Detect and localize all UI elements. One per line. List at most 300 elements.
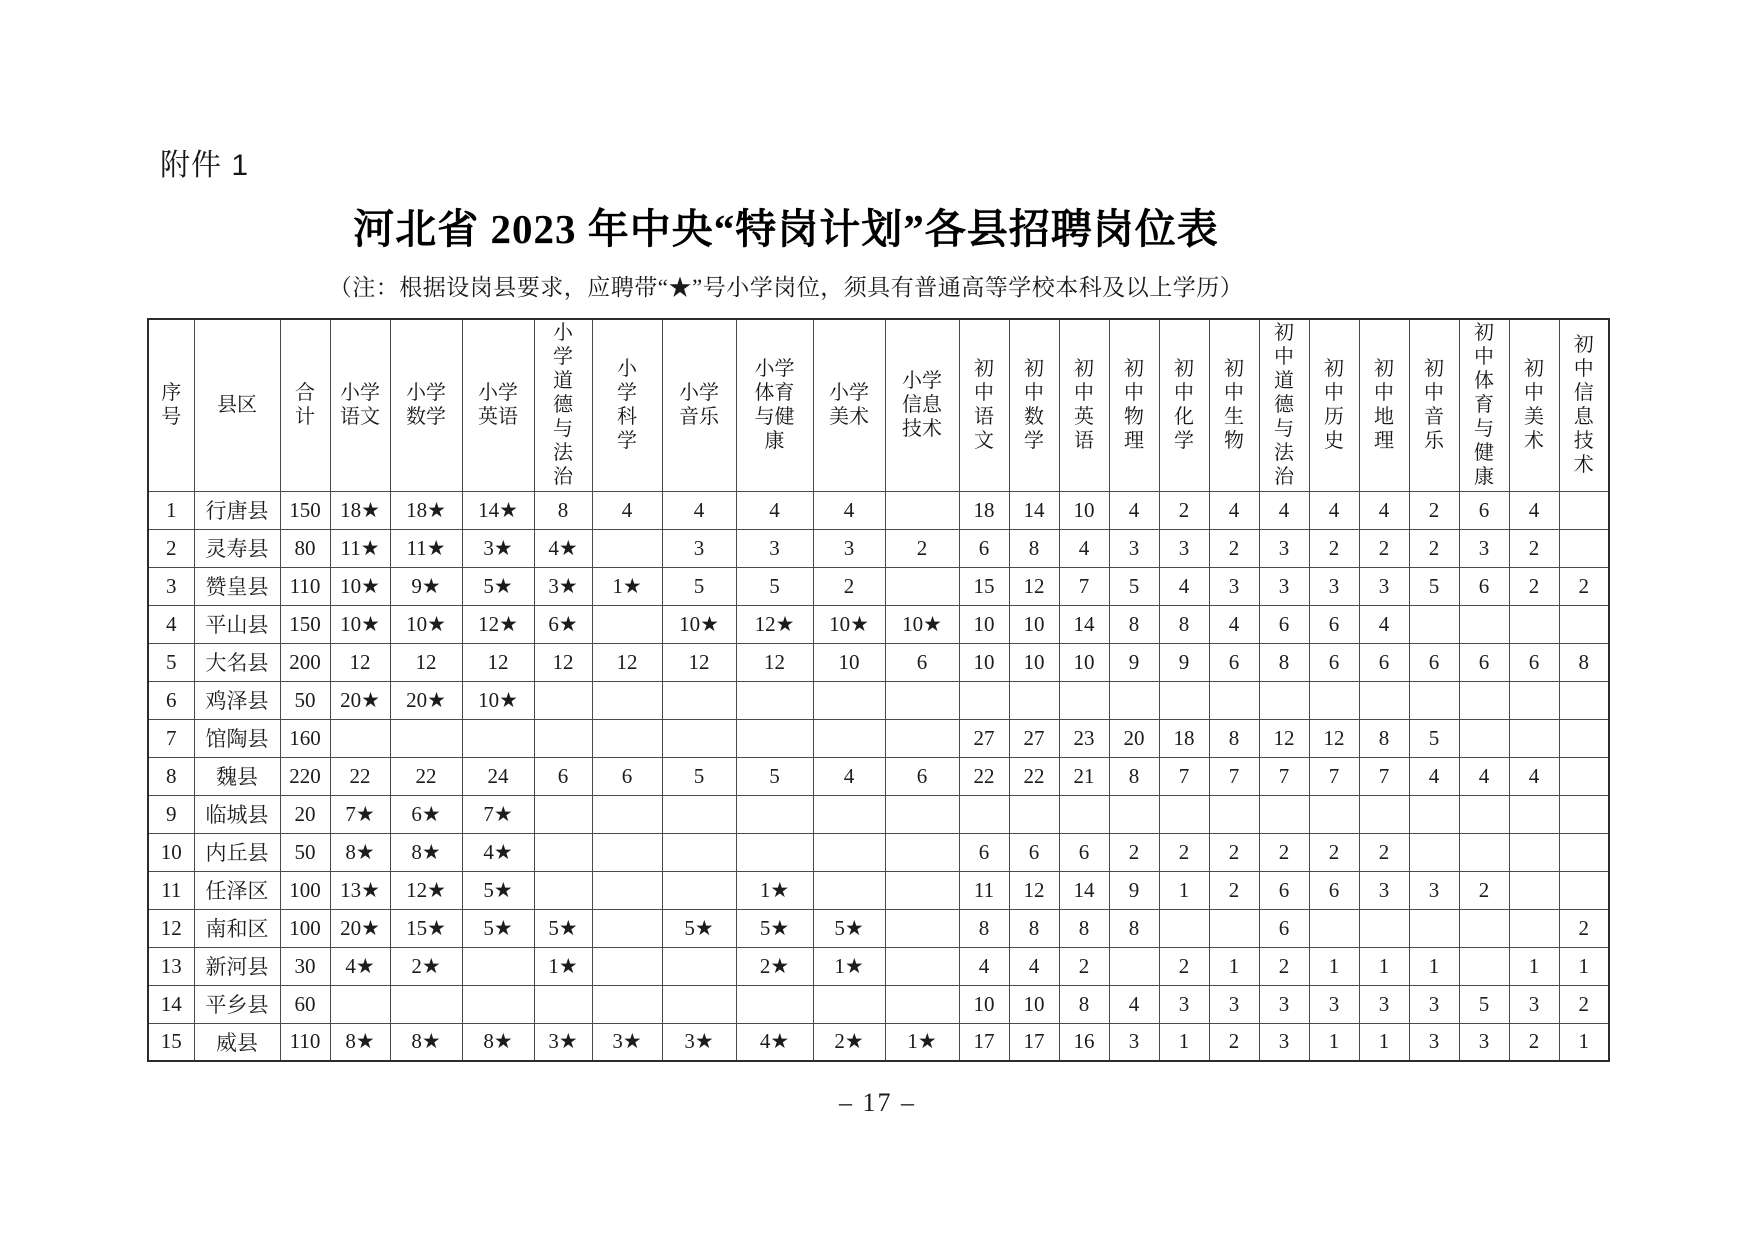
table-cell: 4: [813, 757, 885, 795]
table-cell: [1559, 719, 1609, 757]
table-cell: 3: [736, 529, 813, 567]
table-cell: 10: [959, 643, 1009, 681]
table-cell: [1509, 681, 1559, 719]
table-cell: 12: [148, 909, 194, 947]
table-cell: 8★: [390, 833, 462, 871]
table-cell: 1: [1559, 947, 1609, 985]
table-cell: [534, 719, 592, 757]
table-cell: [885, 909, 959, 947]
table-cell: [813, 719, 885, 757]
table-cell: 10: [1059, 491, 1109, 529]
table-cell: 2: [1559, 567, 1609, 605]
table-cell: 3: [1109, 1023, 1159, 1061]
table-cell: 8: [1559, 643, 1609, 681]
table-cell: 1★: [885, 1023, 959, 1061]
table-cell: 3★: [534, 1023, 592, 1061]
table-cell: 80: [280, 529, 330, 567]
table-cell: 2: [1159, 947, 1209, 985]
table-cell: 4: [1109, 491, 1159, 529]
table-cell: 8: [1109, 909, 1159, 947]
table-cell: 8★: [330, 833, 390, 871]
table-note: （注：根据设岗县要求，应聘带“★”号小学岗位，须具有普通高等学校本科及以上学历）: [328, 275, 1244, 300]
table-cell: 3: [1109, 529, 1159, 567]
table-cell: 13★: [330, 871, 390, 909]
table-cell: 3: [1409, 1023, 1459, 1061]
table-cell: [534, 871, 592, 909]
table-cell: [592, 947, 662, 985]
table-cell: 14: [1059, 605, 1109, 643]
table-cell: 6: [1209, 643, 1259, 681]
table-cell: 3: [1459, 1023, 1509, 1061]
table-cell: [1209, 681, 1259, 719]
table-cell: [1409, 909, 1459, 947]
table-cell: 18: [1159, 719, 1209, 757]
table-cell: 17: [1009, 1023, 1059, 1061]
table-cell: [1109, 681, 1159, 719]
table-cell: 6: [1359, 643, 1409, 681]
header-block: [0, 0, 1572, 302]
table-cell: [462, 947, 534, 985]
table-cell: 9: [1109, 643, 1159, 681]
table-cell: 15: [148, 1023, 194, 1061]
table-cell: 12: [592, 643, 662, 681]
table-cell: 2: [1359, 833, 1409, 871]
col-junior-morality-law: 初中道德与法治: [1259, 319, 1309, 491]
table-cell: 10★: [462, 681, 534, 719]
table-cell: 12: [1009, 871, 1059, 909]
table-cell: 6: [592, 757, 662, 795]
table-cell: 3: [1409, 871, 1459, 909]
table-cell: 20★: [390, 681, 462, 719]
table-cell: 4: [148, 605, 194, 643]
table-cell: 1: [1359, 947, 1409, 985]
table-cell: [662, 719, 736, 757]
table-cell: 10: [1009, 985, 1059, 1023]
table-cell: [1209, 795, 1259, 833]
table-cell: 2: [1209, 1023, 1259, 1061]
table-cell: 3: [1259, 985, 1309, 1023]
table-cell: [736, 985, 813, 1023]
table-cell: [813, 985, 885, 1023]
table-cell: 5★: [534, 909, 592, 947]
col-primary-math: 小学数学: [390, 319, 462, 491]
table-cell: 7: [1259, 757, 1309, 795]
table-cell: 4: [662, 491, 736, 529]
table-row: [148, 491, 1609, 529]
table-cell: [885, 567, 959, 605]
table-cell: [1359, 909, 1409, 947]
table-cell: [1309, 681, 1359, 719]
col-primary-pe-health: 小学体育与健康: [736, 319, 813, 491]
table-cell: 20★: [330, 681, 390, 719]
table-cell: 10★: [885, 605, 959, 643]
table-cell: 24: [462, 757, 534, 795]
table-cell: 1: [1359, 1023, 1409, 1061]
table-cell: 10: [1059, 643, 1109, 681]
table-cell: 6: [1459, 491, 1509, 529]
table-cell: 2: [1509, 529, 1559, 567]
table-cell: 14: [1059, 871, 1109, 909]
col-junior-physics: 初中物理: [1109, 319, 1159, 491]
table-cell: 12★: [390, 871, 462, 909]
table-cell: 2: [1159, 491, 1209, 529]
table-cell: [1259, 681, 1309, 719]
table-cell: 3: [1209, 985, 1259, 1023]
table-cell: 150: [280, 605, 330, 643]
table-cell: [662, 871, 736, 909]
table-cell: [959, 795, 1009, 833]
table-cell: [592, 681, 662, 719]
table-cell: 8★: [390, 1023, 462, 1061]
table-cell: 2: [1259, 833, 1309, 871]
col-junior-chinese: 初中语文: [959, 319, 1009, 491]
table-cell: 3★: [662, 1023, 736, 1061]
county-cell: 内丘县: [194, 833, 280, 871]
table-cell: 200: [280, 643, 330, 681]
table-cell: 30: [280, 947, 330, 985]
county-cell: 行唐县: [194, 491, 280, 529]
table-cell: 9: [148, 795, 194, 833]
col-primary-science: 小学科学: [592, 319, 662, 491]
table-cell: 12: [1259, 719, 1309, 757]
table-cell: [390, 985, 462, 1023]
table-cell: [1559, 757, 1609, 795]
table-cell: 10: [1009, 605, 1059, 643]
table-cell: [736, 681, 813, 719]
county-cell: 威县: [194, 1023, 280, 1061]
table-cell: 2: [1559, 909, 1609, 947]
table-cell: 3: [1409, 985, 1459, 1023]
table-cell: 3: [813, 529, 885, 567]
table-cell: 10: [959, 605, 1009, 643]
table-cell: 5★: [736, 909, 813, 947]
table-cell: [1459, 833, 1509, 871]
table-cell: 4★: [736, 1023, 813, 1061]
table-cell: 5: [662, 567, 736, 605]
table-cell: 4: [1209, 491, 1259, 529]
col-primary-it: 小学信息技术: [885, 319, 959, 491]
table-cell: 11★: [390, 529, 462, 567]
table-cell: 5: [1109, 567, 1159, 605]
table-cell: [1559, 833, 1609, 871]
table-cell: 2: [1209, 871, 1259, 909]
table-cell: [1359, 681, 1409, 719]
table-cell: 12★: [462, 605, 534, 643]
table-cell: 8: [1159, 605, 1209, 643]
table-cell: 4: [1209, 605, 1259, 643]
table-cell: 27: [1009, 719, 1059, 757]
table-cell: 2: [1509, 567, 1559, 605]
table-cell: 16: [1059, 1023, 1109, 1061]
col-junior-it: 初中信息技术: [1559, 319, 1609, 491]
table-cell: 4★: [330, 947, 390, 985]
table-cell: 100: [280, 871, 330, 909]
table-cell: 2: [1409, 529, 1459, 567]
table-cell: 6: [1459, 567, 1509, 605]
table-cell: 20★: [330, 909, 390, 947]
table-cell: 12: [462, 643, 534, 681]
table-cell: 7: [1309, 757, 1359, 795]
table-cell: [662, 795, 736, 833]
table-cell: 8: [959, 909, 1009, 947]
table-cell: [1509, 871, 1559, 909]
col-primary-english: 小学英语: [462, 319, 534, 491]
table-cell: 2: [1559, 985, 1609, 1023]
table-cell: 12: [662, 643, 736, 681]
table-cell: 1: [1159, 871, 1209, 909]
col-total: 合计: [280, 319, 330, 491]
table-cell: 6: [1409, 643, 1459, 681]
table-cell: [662, 985, 736, 1023]
county-cell: 任泽区: [194, 871, 280, 909]
table-cell: [1259, 795, 1309, 833]
table-cell: 1★: [592, 567, 662, 605]
table-cell: 1: [1159, 1023, 1209, 1061]
table-cell: 7: [148, 719, 194, 757]
table-cell: 5★: [462, 871, 534, 909]
table-row: [148, 643, 1609, 681]
table-cell: 3: [1209, 567, 1259, 605]
table-cell: 8: [1209, 719, 1259, 757]
table-cell: 5★: [662, 909, 736, 947]
table-row: [148, 567, 1609, 605]
table-cell: 7: [1209, 757, 1259, 795]
table-cell: 3: [662, 529, 736, 567]
table-cell: 8: [148, 757, 194, 795]
table-cell: 2★: [736, 947, 813, 985]
col-junior-geography: 初中地理: [1359, 319, 1409, 491]
table-cell: [1009, 681, 1059, 719]
table-cell: 6★: [390, 795, 462, 833]
table-cell: 5★: [813, 909, 885, 947]
table-cell: 12★: [736, 605, 813, 643]
table-cell: 6: [1259, 871, 1309, 909]
table-cell: [592, 605, 662, 643]
table-cell: [1559, 491, 1609, 529]
table-cell: [885, 795, 959, 833]
table-cell: 10★: [813, 605, 885, 643]
table-cell: 4: [1309, 491, 1359, 529]
table-cell: 4: [1509, 757, 1559, 795]
table-cell: 3: [1309, 985, 1359, 1023]
table-cell: [1459, 795, 1509, 833]
table-cell: 12: [390, 643, 462, 681]
table-cell: [1509, 909, 1559, 947]
table-cell: [662, 947, 736, 985]
table-cell: [462, 985, 534, 1023]
table-cell: [1409, 605, 1459, 643]
col-serial-number: 序号: [148, 319, 194, 491]
table-cell: 2: [1159, 833, 1209, 871]
table-cell: 12: [534, 643, 592, 681]
table-cell: 1: [1509, 947, 1559, 985]
county-cell: 灵寿县: [194, 529, 280, 567]
table-cell: 4★: [462, 833, 534, 871]
table-cell: 5: [1409, 567, 1459, 605]
table-cell: 2: [1459, 871, 1509, 909]
table-cell: 8★: [462, 1023, 534, 1061]
table-cell: 2★: [813, 1023, 885, 1061]
table-cell: 8: [534, 491, 592, 529]
col-junior-history: 初中历史: [1309, 319, 1359, 491]
table-cell: 10: [813, 643, 885, 681]
table-cell: 22: [390, 757, 462, 795]
table-cell: 4: [1259, 491, 1309, 529]
page-title: 河北省 2023 年中央“特岗计划”各县招聘岗位表: [353, 206, 1219, 252]
table-cell: [1309, 795, 1359, 833]
table-cell: 4: [592, 491, 662, 529]
table-cell: [1459, 909, 1509, 947]
table-cell: 10: [148, 833, 194, 871]
table-cell: 2: [885, 529, 959, 567]
table-cell: 3: [1459, 529, 1509, 567]
table-cell: [885, 947, 959, 985]
table-cell: [1559, 529, 1609, 567]
table-cell: 1: [1409, 947, 1459, 985]
table-cell: 4: [1359, 605, 1409, 643]
table-cell: 4: [1009, 947, 1059, 985]
table-cell: [462, 719, 534, 757]
table-cell: 8★: [330, 1023, 390, 1061]
table-cell: [1459, 947, 1509, 985]
table-cell: 3: [1259, 529, 1309, 567]
table-cell: [592, 871, 662, 909]
table-row: [148, 871, 1609, 909]
table-cell: 2: [1409, 491, 1459, 529]
table-cell: [1559, 795, 1609, 833]
table-cell: 10★: [330, 567, 390, 605]
table-cell: [885, 871, 959, 909]
table-cell: 7: [1359, 757, 1409, 795]
county-cell: 魏县: [194, 757, 280, 795]
table-cell: 110: [280, 1023, 330, 1061]
table-cell: 4: [1409, 757, 1459, 795]
table-cell: 8: [1059, 909, 1109, 947]
table-cell: 1★: [813, 947, 885, 985]
table-cell: 12: [1009, 567, 1059, 605]
table-cell: 8: [1109, 757, 1159, 795]
table-cell: 4: [959, 947, 1009, 985]
table-cell: [813, 833, 885, 871]
table-cell: [959, 681, 1009, 719]
table-cell: 11★: [330, 529, 390, 567]
table-cell: 50: [280, 681, 330, 719]
table-cell: 10★: [662, 605, 736, 643]
table-cell: 21: [1059, 757, 1109, 795]
table-cell: [1109, 947, 1159, 985]
table-cell: 4: [1159, 567, 1209, 605]
table-cell: 6: [885, 643, 959, 681]
positions-table: [147, 318, 1610, 1062]
table-cell: [1159, 681, 1209, 719]
table-cell: 6★: [534, 605, 592, 643]
table-cell: 3: [148, 567, 194, 605]
table-cell: 8: [1059, 985, 1109, 1023]
col-primary-chinese: 小学语文: [330, 319, 390, 491]
table-cell: 12: [330, 643, 390, 681]
table-cell: 9: [1159, 643, 1209, 681]
table-cell: 2: [1509, 1023, 1559, 1061]
table-cell: 3: [1159, 985, 1209, 1023]
table-cell: 3: [1259, 1023, 1309, 1061]
attachment-label: 附件 1: [160, 149, 250, 182]
table-cell: [592, 529, 662, 567]
table-cell: 2: [1059, 947, 1109, 985]
table-cell: 17: [959, 1023, 1009, 1061]
table-cell: 6: [1309, 871, 1359, 909]
table-cell: [1109, 795, 1159, 833]
table-cell: 4: [1059, 529, 1109, 567]
table-cell: 4★: [534, 529, 592, 567]
table-row: [148, 909, 1609, 947]
table-row: [148, 605, 1609, 643]
table-cell: 20: [1109, 719, 1159, 757]
county-cell: 南和区: [194, 909, 280, 947]
table-cell: 1: [1559, 1023, 1609, 1061]
table-cell: [1409, 681, 1459, 719]
county-cell: 临城县: [194, 795, 280, 833]
table-cell: 1: [148, 491, 194, 529]
table-cell: 2★: [390, 947, 462, 985]
table-cell: 4: [1459, 757, 1509, 795]
table-cell: 2: [1209, 529, 1259, 567]
table-cell: [534, 833, 592, 871]
table-cell: [662, 681, 736, 719]
table-cell: [885, 719, 959, 757]
county-cell: 鸡泽县: [194, 681, 280, 719]
table-cell: [534, 985, 592, 1023]
col-primary-music: 小学音乐: [662, 319, 736, 491]
table-cell: 7★: [462, 795, 534, 833]
table-cell: 5: [148, 643, 194, 681]
table-row: [148, 529, 1609, 567]
table-cell: 50: [280, 833, 330, 871]
table-cell: [1009, 795, 1059, 833]
table-cell: [885, 833, 959, 871]
table-cell: 6: [1509, 643, 1559, 681]
table-cell: 23: [1059, 719, 1109, 757]
table-cell: [736, 795, 813, 833]
table-cell: [1209, 909, 1259, 947]
table-cell: [534, 681, 592, 719]
table-cell: 3★: [592, 1023, 662, 1061]
col-junior-biology: 初中生物: [1209, 319, 1259, 491]
table-cell: [1559, 605, 1609, 643]
table-cell: 6: [1259, 909, 1309, 947]
table-cell: [534, 795, 592, 833]
table-row: [148, 947, 1609, 985]
table-cell: 150: [280, 491, 330, 529]
table-cell: 8: [1009, 529, 1059, 567]
table-cell: 110: [280, 567, 330, 605]
table-cell: [1509, 833, 1559, 871]
table-cell: 6: [1459, 643, 1509, 681]
table-cell: 9★: [390, 567, 462, 605]
table-cell: 18★: [330, 491, 390, 529]
table-cell: [1059, 795, 1109, 833]
table-cell: 3: [1359, 567, 1409, 605]
table-cell: 14★: [462, 491, 534, 529]
table-cell: 5★: [462, 567, 534, 605]
table-cell: 6: [1259, 605, 1309, 643]
table-cell: 10: [959, 985, 1009, 1023]
table-cell: [592, 909, 662, 947]
table-cell: 6: [148, 681, 194, 719]
table-cell: [1459, 605, 1509, 643]
table-cell: 4: [1509, 491, 1559, 529]
table-cell: 9: [1109, 871, 1159, 909]
table-row: [148, 795, 1609, 833]
